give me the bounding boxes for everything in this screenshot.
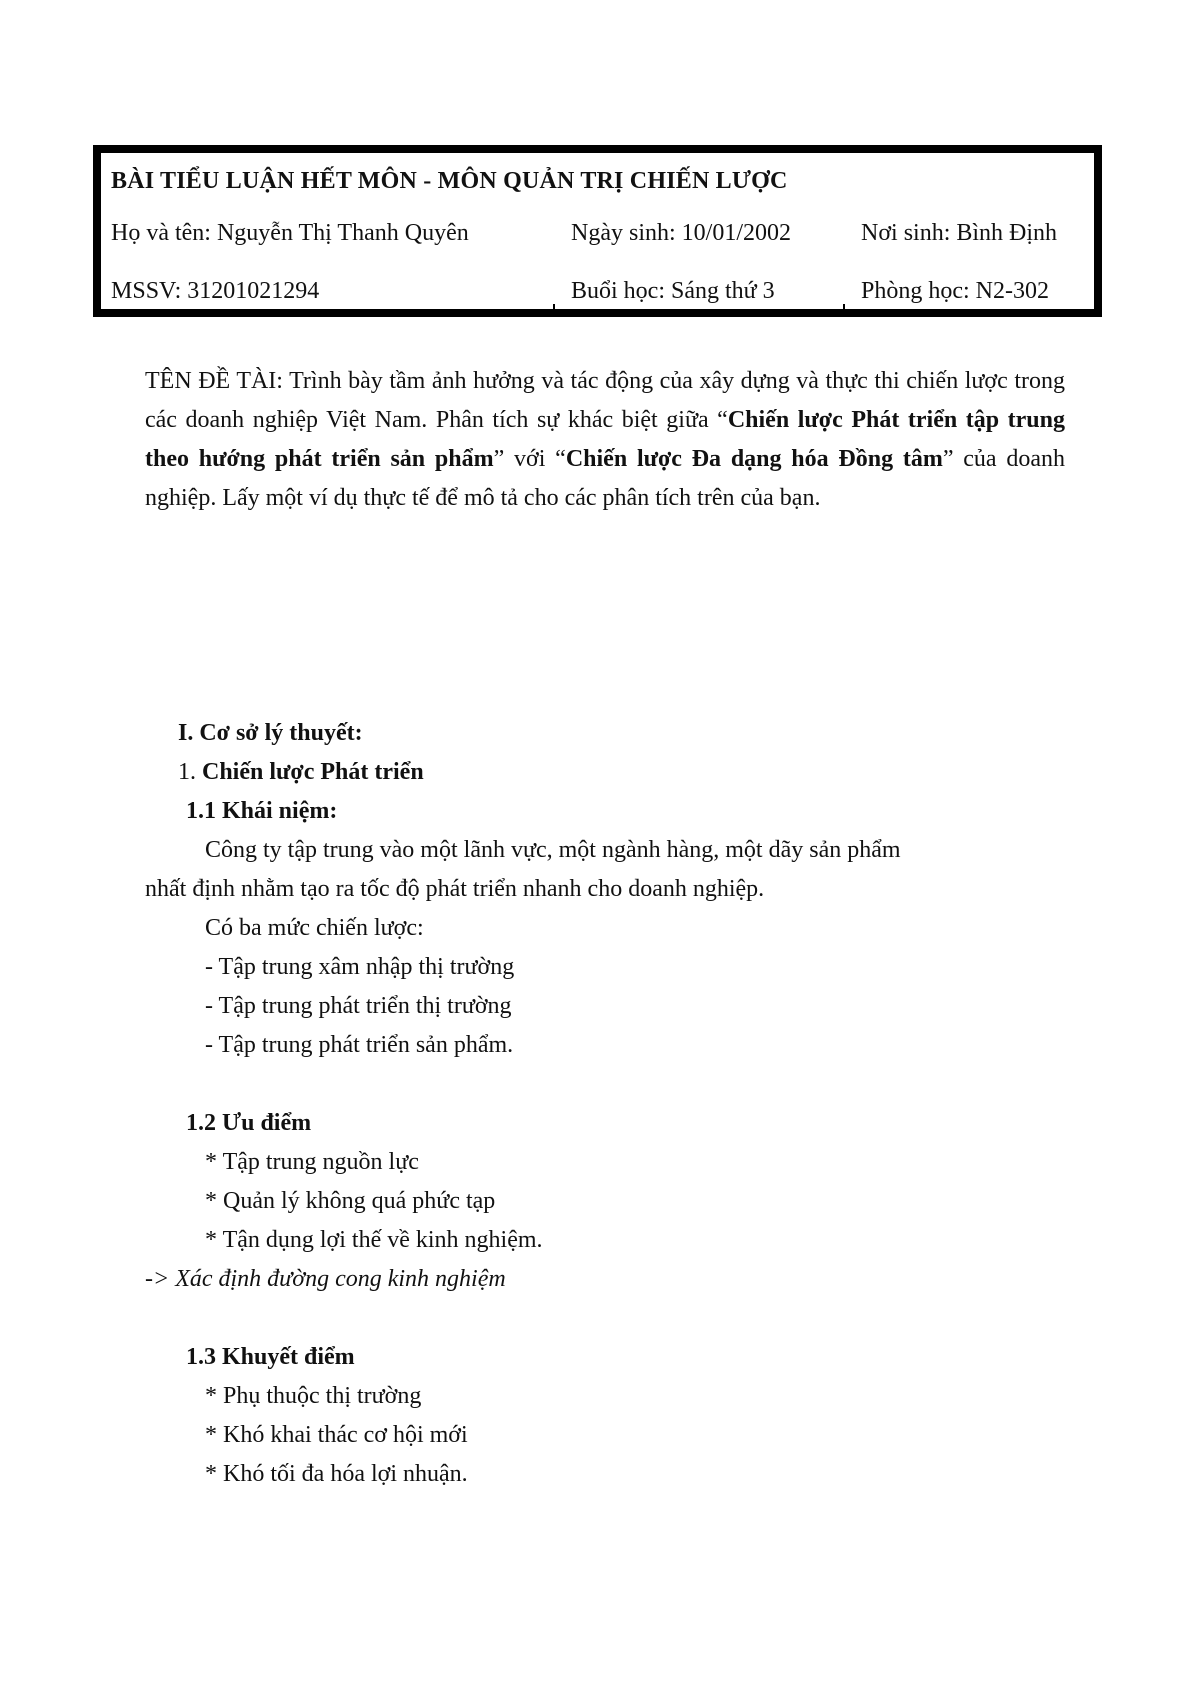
subsection-number: 1. (178, 759, 202, 785)
topic-text: ” với “ (493, 446, 566, 472)
list-item: * Khó tối đa hóa lợi nhuận. (205, 1461, 468, 1487)
class-session: Buổi học: Sáng thứ 3 (571, 278, 775, 304)
column-divider-mark (843, 304, 845, 314)
list-item: - Tập trung phát triển sản phẩm. (205, 1032, 514, 1058)
heading-advantages: 1.2 Ưu điểm (186, 1110, 312, 1136)
column-divider-mark (553, 304, 555, 314)
student-id: MSSV: 31201021294 (111, 278, 320, 304)
list-item: * Khó khai thác cơ hội mới (205, 1422, 468, 1448)
subsection-title: Chiến lược Phát triển (202, 759, 424, 785)
birthplace: Nơi sinh: Bình Định (861, 220, 1058, 246)
essay-topic (145, 362, 1065, 518)
document-title: BÀI TIỂU LUẬN HẾT MÔN - MÔN QUẢN TRỊ CHIẾN LƯỢC (111, 168, 788, 194)
subsection-heading (178, 757, 424, 787)
heading-disadvantages: 1.3 Khuyết điểm (186, 1344, 355, 1370)
topic-strategy-2: Chiến lược Đa dạng hóa Đồng tâm (565, 446, 943, 472)
list-item: * Tận dụng lợi thế về kinh nghiệm. (205, 1227, 543, 1253)
topic-strategy-1: Chiến lược Phát triển tập trung theo hướng phát triển sản phẩm (145, 407, 1065, 472)
experience-note: -> Xác định đường cong kinh nghiệm (145, 1266, 506, 1292)
heading-concept: 1.1 Khái niệm: (186, 798, 338, 824)
date-of-birth: Ngày sinh: 10/01/2002 (571, 220, 791, 246)
header-box (93, 145, 1102, 317)
list-item: - Tập trung phát triển thị trường (205, 993, 512, 1019)
topic-text: ” của doanh nghiệp. Lấy một ví dụ thực tế để mô tả cho các phân tích trên của bạn. (145, 446, 1066, 511)
levels-intro: Có ba mức chiến lược: (205, 915, 424, 941)
list-item: * Quản lý không quá phức tạp (205, 1188, 496, 1214)
student-name: Họ và tên: Nguyễn Thị Thanh Quyên (111, 220, 469, 246)
list-item: * Phụ thuộc thị trường (205, 1383, 422, 1409)
classroom: Phòng học: N2-302 (861, 278, 1049, 304)
concept-text: nhất định nhằm tạo ra tốc độ phát triển nhanh cho doanh nghiệp. (145, 876, 765, 902)
concept-text: Công ty tập trung vào một lãnh vực, một ngành hàng, một dãy sản phẩm (205, 837, 901, 863)
section-heading: I. Cơ sở lý thuyết: (178, 720, 363, 746)
list-item: * Tập trung nguồn lực (205, 1149, 419, 1175)
topic-text: TÊN ĐỀ TÀI: Trình bày tầm ảnh hưởng và tác động của xây dựng và thực thi chiến lược trong các doanh nghiệp Việt Nam. Phân tích sự khác biệt giữa “ (145, 368, 1065, 433)
list-item: - Tập trung xâm nhập thị trường (205, 954, 515, 980)
